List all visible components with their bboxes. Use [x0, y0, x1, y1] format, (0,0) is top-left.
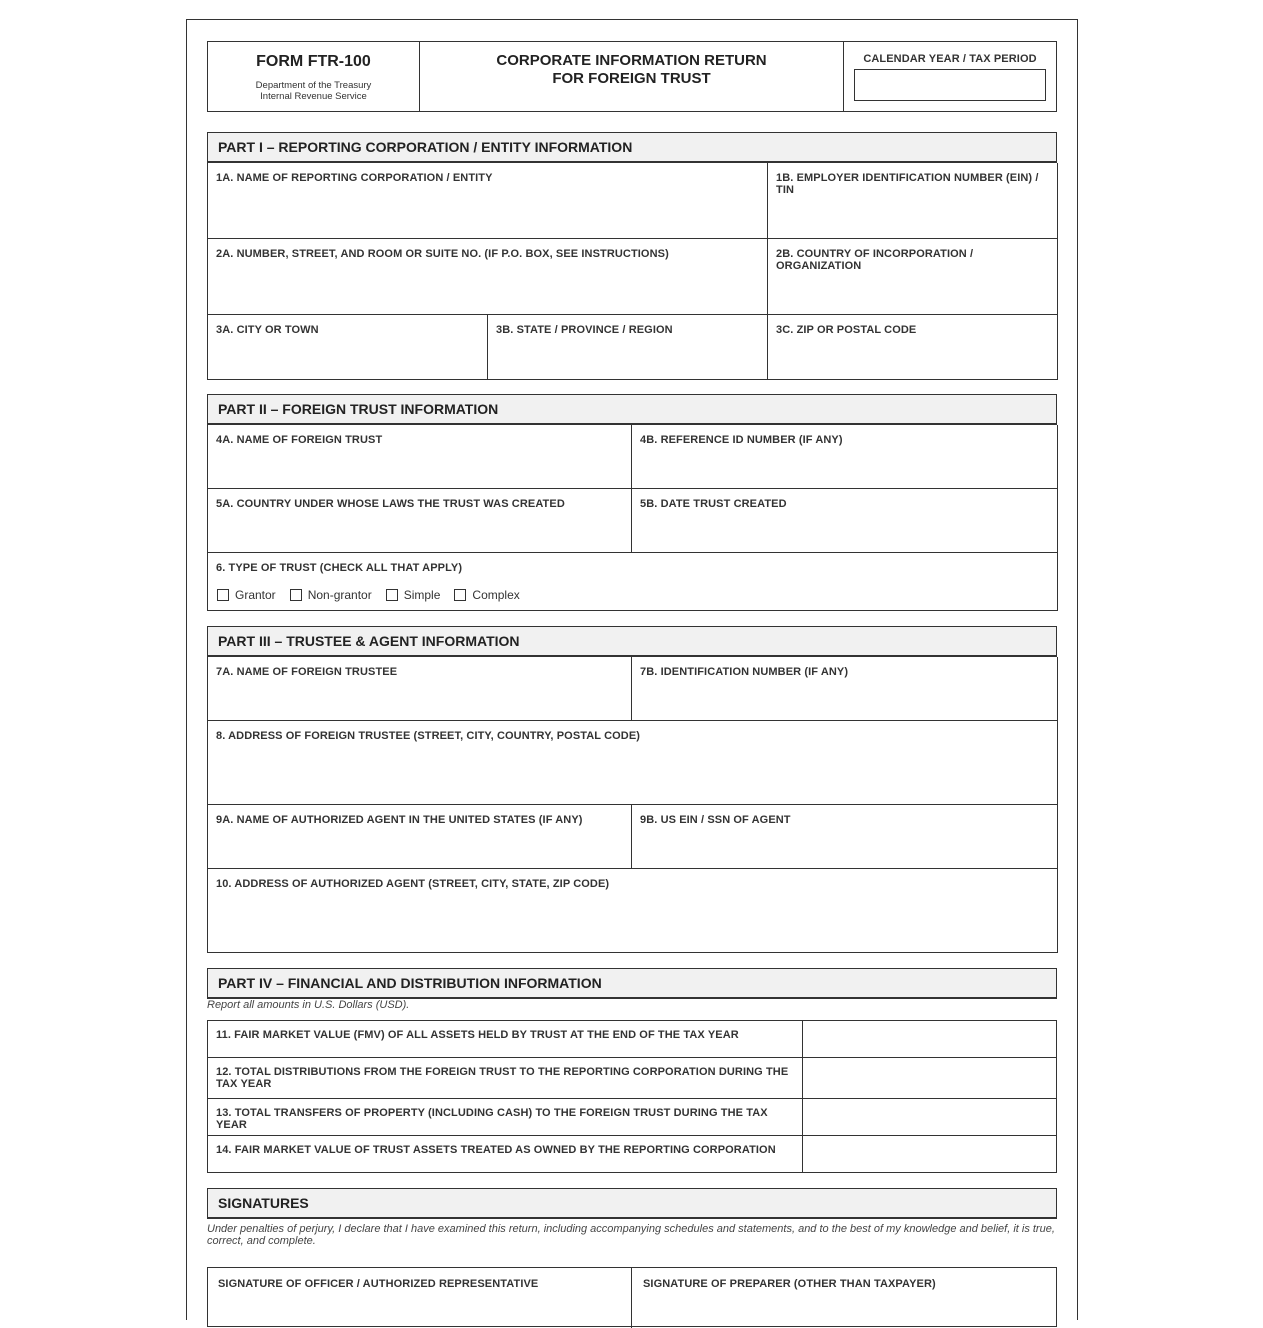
- field-2b[interactable]: [768, 239, 1058, 315]
- field-1b[interactable]: [768, 163, 1058, 239]
- financial-row-label: 11. FAIR MARKET VALUE (FMV) OF ALL ASSETS HELD BY TRUST AT THE END OF THE TAX YEAR: [216, 1029, 739, 1041]
- perjury-declaration: Under penalties of perjury, I declare that I have examined this return, including accompanying schedules and statements, and to the best of my knowledge and belief, it is true, correct, and complete.: [207, 1223, 1055, 1247]
- part3-heading: PART III – TRUSTEE & AGENT INFORMATION: [207, 626, 1057, 657]
- field-9b-label: 9B. US EIN / SSN OF AGENT: [640, 814, 791, 826]
- field-3c-label: 3C. ZIP OR POSTAL CODE: [776, 324, 917, 336]
- part4-note: Report all amounts in U.S. Dollars (USD).: [207, 999, 410, 1011]
- officer-signature-label: SIGNATURE OF OFFICER / AUTHORIZED REPRESENTATIVE: [218, 1278, 539, 1290]
- field-2a-label: 2A. NUMBER, STREET, AND ROOM OR SUITE NO. (IF P.O. BOX, SEE INSTRUCTIONS): [216, 248, 669, 260]
- preparer-signature-label: SIGNATURE OF PREPARER (OTHER THAN TAXPAYER): [643, 1278, 936, 1290]
- field-5a[interactable]: [208, 489, 632, 553]
- field-7b-label: 7B. IDENTIFICATION NUMBER (IF ANY): [640, 666, 849, 678]
- checkbox-complex[interactable]: [454, 588, 519, 602]
- checkbox-box[interactable]: [290, 589, 302, 601]
- field-7a-label: 7A. NAME OF FOREIGN TRUSTEE: [216, 666, 398, 678]
- financial-row-label: 12. TOTAL DISTRIBUTIONS FROM THE FOREIGN TRUST TO THE REPORTING CORPORATION DURING THE TAX YEAR: [216, 1066, 789, 1090]
- field-2a[interactable]: [208, 239, 768, 315]
- field-3c[interactable]: [768, 315, 1058, 380]
- part4-heading: PART IV – FINANCIAL AND DISTRIBUTION INFORMATION: [207, 968, 1057, 999]
- checkbox-grantor-label: Grantor: [235, 588, 276, 602]
- checkbox-non-grantor[interactable]: [290, 588, 372, 602]
- form-name: FORM FTR-100: [256, 53, 371, 70]
- financial-row-14: [208, 1136, 1056, 1173]
- field-9b[interactable]: [632, 805, 1058, 869]
- field-4a-label: 4A. NAME OF FOREIGN TRUST: [216, 434, 383, 446]
- field-5b-label: 5B. DATE TRUST CREATED: [640, 498, 787, 510]
- checkbox-box[interactable]: [454, 589, 466, 601]
- field-4b[interactable]: [632, 425, 1058, 489]
- tax-period-input[interactable]: [854, 69, 1046, 101]
- financial-row-label: 13. TOTAL TRANSFERS OF PROPERTY (INCLUDING CASH) TO THE FOREIGN TRUST DURING THE TAX YEAR: [216, 1107, 768, 1131]
- preparer-signature-field[interactable]: [632, 1268, 1056, 1328]
- field-8-label: 8. ADDRESS OF FOREIGN TRUSTEE (STREET, CITY, COUNTRY, POSTAL CODE): [216, 730, 641, 742]
- field-3a[interactable]: [208, 315, 488, 380]
- field-4b-label: 4B. REFERENCE ID NUMBER (IF ANY): [640, 434, 843, 446]
- dept-line-1: Department of the Treasury: [255, 80, 372, 91]
- form-title-line-1: CORPORATE INFORMATION RETURN: [496, 52, 767, 69]
- part2-heading: PART II – FOREIGN TRUST INFORMATION: [207, 394, 1057, 425]
- field-9a[interactable]: [208, 805, 632, 869]
- field-3a-label: 3A. CITY OR TOWN: [216, 324, 319, 336]
- officer-signature-field[interactable]: [208, 1268, 632, 1328]
- tax-period-label: CALENDAR YEAR / TAX PERIOD: [863, 53, 1037, 65]
- tax-period-block: [844, 42, 1056, 111]
- form-page: [186, 19, 1078, 1320]
- field-5a-label: 5A. COUNTRY UNDER WHOSE LAWS THE TRUST WAS CREATED: [216, 498, 565, 510]
- part3-body: [207, 657, 1057, 953]
- checkbox-grantor[interactable]: [217, 588, 276, 602]
- checkbox-box[interactable]: [386, 589, 398, 601]
- checkbox-simple[interactable]: [386, 588, 441, 602]
- signatures-heading: SIGNATURES: [207, 1188, 1057, 1219]
- financial-row-amount[interactable]: [802, 1099, 1056, 1135]
- financial-row-label: 14. FAIR MARKET VALUE OF TRUST ASSETS TREATED AS OWNED BY THE REPORTING CORPORATION: [216, 1144, 776, 1156]
- field-7a[interactable]: [208, 657, 632, 721]
- part1-body: [207, 163, 1057, 380]
- field-8[interactable]: [208, 721, 1058, 805]
- form-header: [207, 41, 1057, 112]
- field-3b-label: 3B. STATE / PROVINCE / REGION: [496, 324, 673, 336]
- field-10-label: 10. ADDRESS OF AUTHORIZED AGENT (STREET, CITY, STATE, ZIP CODE): [216, 878, 610, 890]
- checkbox-box[interactable]: [217, 589, 229, 601]
- financial-table: [207, 1020, 1057, 1173]
- field-1a-label: 1A. NAME OF REPORTING CORPORATION / ENTITY: [216, 172, 493, 184]
- form-title-block: [420, 42, 844, 111]
- field-4a[interactable]: [208, 425, 632, 489]
- form-id-block: [208, 42, 420, 111]
- financial-row-amount[interactable]: [802, 1021, 1056, 1057]
- form-title-line-2: FOR FOREIGN TRUST: [552, 70, 711, 87]
- field-7b[interactable]: [632, 657, 1058, 721]
- field-6: [208, 553, 1058, 611]
- field-1a[interactable]: [208, 163, 768, 239]
- field-10[interactable]: [208, 869, 1058, 953]
- field-5b[interactable]: [632, 489, 1058, 553]
- field-6-label: 6. TYPE OF TRUST (CHECK ALL THAT APPLY): [216, 562, 463, 574]
- field-3b[interactable]: [488, 315, 768, 380]
- financial-row-11: [208, 1021, 1056, 1058]
- financial-row-amount[interactable]: [802, 1058, 1056, 1098]
- part1-heading: PART I – REPORTING CORPORATION / ENTITY INFORMATION: [207, 132, 1057, 163]
- trust-type-options: [217, 588, 534, 602]
- checkbox-complex-label: Complex: [472, 588, 520, 602]
- field-2b-label: 2B. COUNTRY OF INCORPORATION / ORGANIZATION: [776, 248, 974, 272]
- dept-line-2: Internal Revenue Service: [260, 91, 367, 102]
- checkbox-simple-label: Simple: [403, 588, 441, 602]
- signature-block: [207, 1267, 1057, 1327]
- field-1b-label: 1B. EMPLOYER IDENTIFICATION NUMBER (EIN) / TIN: [776, 172, 1039, 196]
- financial-row-amount[interactable]: [802, 1136, 1056, 1172]
- field-9a-label: 9A. NAME OF AUTHORIZED AGENT IN THE UNITED STATES (IF ANY): [216, 814, 583, 826]
- financial-row-12: [208, 1058, 1056, 1099]
- checkbox-non-grantor-label: Non-grantor: [307, 588, 372, 602]
- financial-row-13: [208, 1099, 1056, 1136]
- part2-body: [207, 425, 1057, 611]
